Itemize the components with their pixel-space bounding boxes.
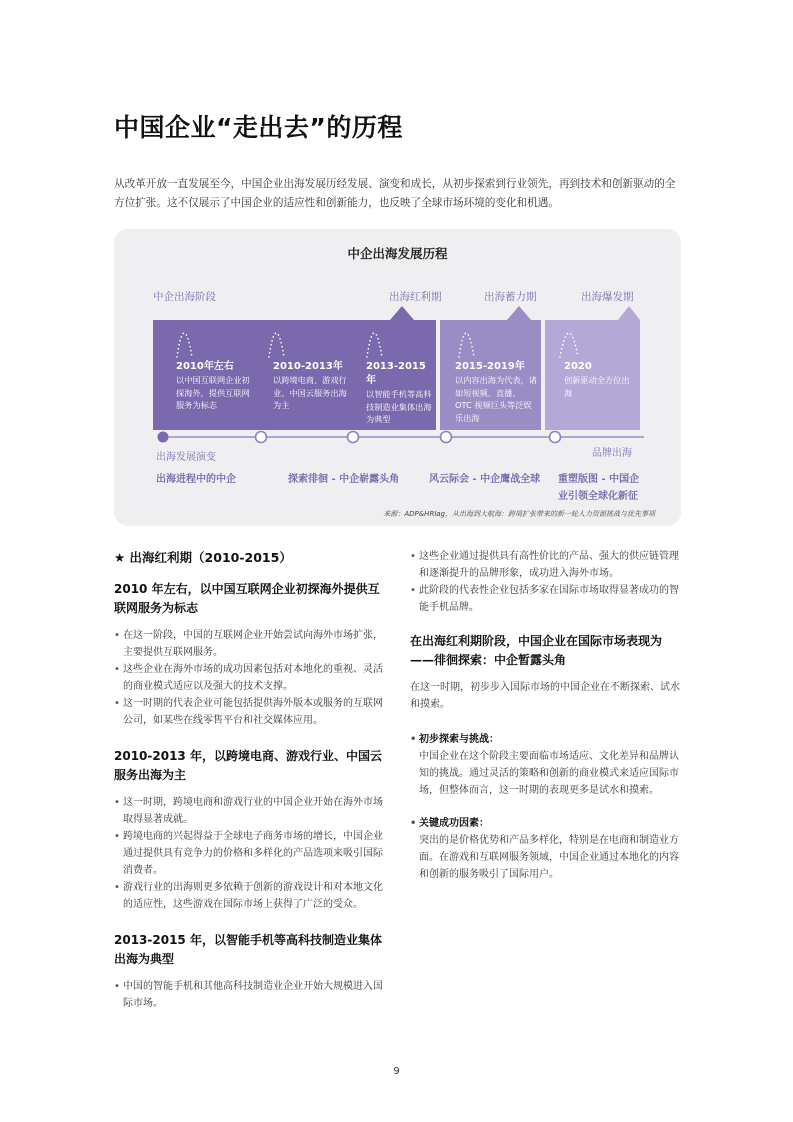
list-item: • 中国的智能手机和其他高科技制造业企业开始大规模进入国际市场。: [114, 978, 390, 1012]
list-item: • 此阶段的代表性企业包括多家在国际市场取得显著成功的智能手机品牌。: [410, 582, 682, 616]
segment-3: [366, 360, 434, 426]
list-item: • 这一时期，跨境电商和游戏行业的中国企业开始在海外市场取得显著成就。: [114, 794, 390, 828]
segment-1-year: 2010年左右: [176, 361, 234, 372]
segment-3-year: 2013-2015年: [366, 361, 426, 386]
segment-2: [273, 360, 353, 412]
segment-5: [564, 360, 636, 399]
block-1-list: [114, 627, 390, 729]
sub-body-1: 中国企业在这个阶段主要面临市场适应、文化差异和品牌认知的挑战。通过灵活的策略和创新的商业模式来适应国际市场，但整体而言，这一时期的表现更多是试水和摸索。: [419, 751, 679, 796]
segment-4-desc: 以内容出海为代表，诸如短视频、直播、OTC 视频巨头等泛娱乐出海: [455, 375, 537, 423]
segment-5-year: 2020: [564, 361, 592, 372]
block-3-list: [114, 978, 390, 1012]
segment-1-desc: 以中国互联网企业初探海外，提供互联网服务为标志: [176, 375, 250, 410]
segment-5-desc: 创新驱动全方位出海: [564, 375, 630, 398]
segment-2-year: 2010-2013年: [273, 361, 343, 372]
sub-body-2: 突出的是价格优势和产品多样化，特别是在电商和制造业方面。在游戏和互联网服务领域，中国企业通过本地化的内容和创新的服务吸引了国际用户。: [419, 835, 679, 880]
phase-label-3: 出海爆发期: [581, 291, 634, 303]
section-title: ★ 出海红利期（2010-2015）: [114, 550, 292, 565]
block-2-list: [114, 794, 390, 913]
axis-right-label: 品牌出海: [592, 448, 632, 459]
list-item: • 跨境电商的兴起得益于全球电子商务市场的增长，中国企业通过提供具有竞争力的价格和多样化的产品选项来吸引国际消费者。: [114, 828, 390, 879]
timeline-node-3: [348, 432, 359, 443]
timeline-node-1: [158, 432, 169, 443]
list-item: • 这些企业在海外市场的成功因素包括对本地化的重视、灵活的商业模式适应以及强大的技术支撑。: [114, 661, 390, 695]
stage-4-line-2: 业引领全球化新征: [558, 491, 638, 502]
block-1-heading: 2010 年左右，以中国互联网企业初探海外提供互联网服务为标志: [114, 582, 380, 615]
timeline-title: 中企出海发展历程: [347, 246, 448, 261]
page-title: 中国企业“走出去”的历程: [114, 113, 403, 142]
source-note: 来源：ADP&HRlag，从出海到大航海：跨境扩张带来的新一轮人力资源挑战与优先事项: [383, 510, 655, 518]
list-item: • 这一时期的代表企业可能包括提供海外版本或服务的互联网公司，如某些在线零售平台和社交媒体应用。: [114, 695, 390, 729]
list-item: • 游戏行业的出海则更多依赖于创新的游戏设计和对本地文化的适应性，这些游戏在国际市场上获得了广泛的受众。: [114, 879, 390, 913]
timeline-card: [114, 229, 681, 526]
block-3-heading: 2013-2015 年，以智能手机等高科技制造业集体出海为典型: [114, 933, 382, 966]
timeline-node-2: [256, 432, 267, 443]
segment-4-year: 2015-2019年: [455, 361, 525, 372]
stage-1: 出海进程中的中企: [156, 474, 236, 485]
stage-label: 中企出海阶段: [153, 291, 216, 303]
left-column: [114, 549, 390, 1030]
stage-4-line-1: 重塑版图 - 中国企: [558, 474, 640, 485]
intro-paragraph: 从改革开放一直发展至今，中国企业出海发展历经发展、演变和成长，从初步探索到行业领先，再到技术和创新驱动的全方位扩张。这不仅展示了中国企业的适应性和创新能力，也反映了全球市场环境的变化和机遇。: [114, 178, 676, 209]
segment-3-desc: 以智能手机等高科技制造业集体出海为典型: [366, 389, 432, 424]
axis-left-label: 出海发展演变: [156, 452, 216, 463]
stage-2: 探索徘徊 - 中企崭露头角: [288, 474, 400, 485]
timeline-node-4: [441, 432, 452, 443]
sub-heading-2: • 关键成功因素：: [410, 815, 682, 832]
block-2-heading: 2010-2013 年，以跨境电商、游戏行业、中国云服务出海为主: [114, 749, 382, 782]
segment-2-desc: 以跨境电商、游戏行业、中国云服务出海为主: [273, 375, 347, 410]
page-number: 9: [393, 1066, 400, 1077]
segment-4: [455, 360, 537, 424]
list-item: • 这些企业通过提供具有高性价比的产品、强大的供应链管理和逐渐提升的品牌形象，成功进入海外市场。: [410, 548, 682, 582]
segment-1: [176, 360, 256, 412]
right-heading: 在出海红利期阶段，中国企业在国际市场表现为——徘徊探索：中企暂露头角: [410, 634, 663, 667]
stage-3: 风云际会 - 中企鹰战全球: [429, 474, 541, 485]
phase-label-2: 出海蓄力期: [484, 291, 537, 303]
right-list: [410, 548, 682, 616]
sub-heading-1: • 初步探索与挑战：: [410, 731, 682, 748]
timeline-node-5: [550, 432, 561, 443]
list-item: • 在这一阶段，中国的互联网企业开始尝试向海外市场扩张，主要提供互联网服务。: [114, 627, 390, 661]
right-column: [410, 548, 682, 899]
phase-label-1: 出海红利期: [389, 291, 442, 303]
right-paragraph: 在这一时期，初步步入国际市场的中国企业在不断探索、试水和摸索。: [410, 682, 680, 710]
